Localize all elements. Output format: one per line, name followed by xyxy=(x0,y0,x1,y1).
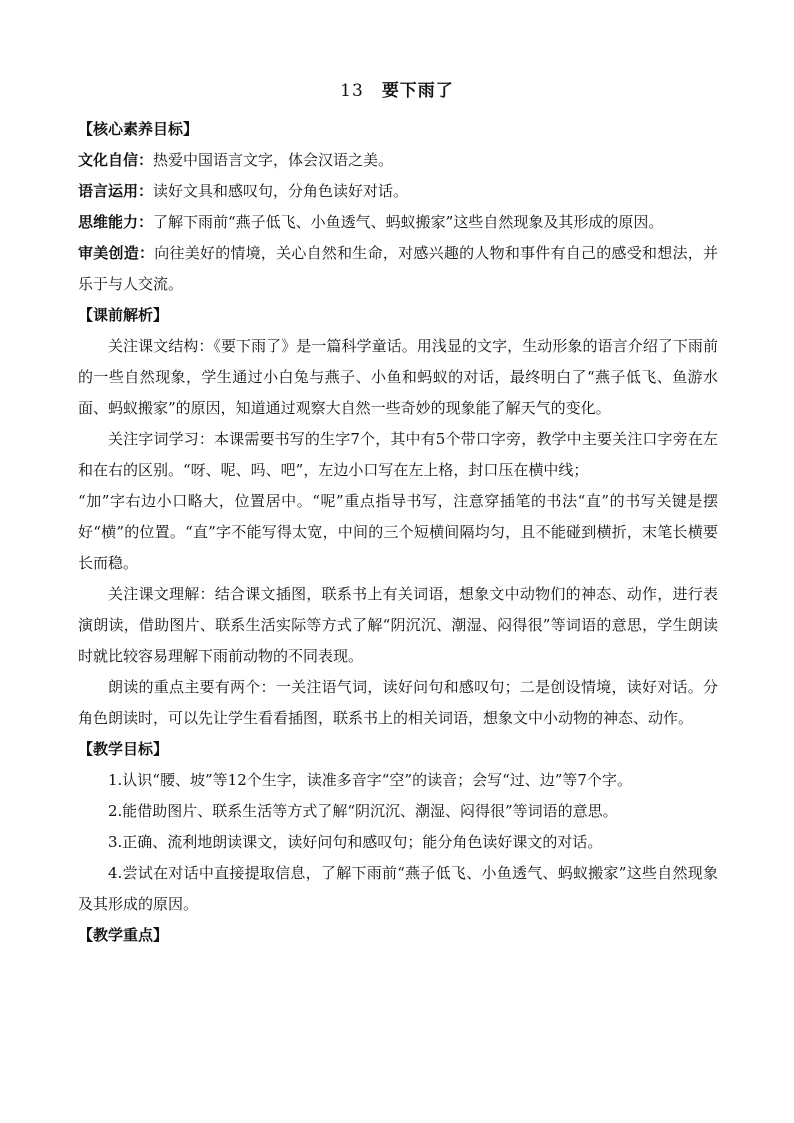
document-body xyxy=(78,114,718,951)
core-goal-language xyxy=(78,176,718,207)
core-goal-text: 读好文具和感叹句，分角色读好对话。 xyxy=(153,182,409,200)
core-goal-term: 审美创造： xyxy=(78,244,155,262)
section-heading-teaching-focus: 【教学重点】 xyxy=(78,926,169,944)
teaching-goal-item: 1.认识“腰、坡”等12个生字，读准多音字“空”的读音；会写“过、边”等7个字。 xyxy=(108,771,632,789)
section-heading-pre-analysis: 【课前解析】 xyxy=(78,306,169,324)
core-goal-term: 文化自信： xyxy=(78,151,154,169)
core-goal-text: 向往美好的情境，关心自然和生命，对感兴趣的人物和事件有自己的感受和想法，并乐于与人交流。 xyxy=(78,244,718,293)
section-heading-core-goals: 【核心素养目标】 xyxy=(78,120,199,138)
section-heading-teaching-goals: 【教学目标】 xyxy=(78,740,169,758)
lesson-name: 要下雨了 xyxy=(381,81,454,101)
analysis-paragraph: 关注字词学习：本课需要书写的生字7个，其中有5个带口字旁，教学中主要关注口字旁在左和在右的区别。“呀、呢、吗、吧”，左边小口写在左上格，封口压在横中线； xyxy=(78,430,718,479)
core-goal-thinking xyxy=(78,207,718,238)
analysis-paragraph: “加”字右边小口略大，位置居中。“呢”重点指导书写，注意穿插笔的书法“直”的书写关键是摆好“横”的位置。“直”字不能写得太宽，中间的三个短横间隔均匀，且不能碰到横折，末笔长横要长而稳。 xyxy=(78,492,718,572)
analysis-paragraph: 关注课文结构：《要下雨了》是一篇科学童话。用浅显的文字，生动形象的语言介绍了下雨前的一些自然现象，学生通过小白兔与燕子、小鱼和蚂蚁的对话，最终明白了“燕子低飞、鱼游水面、蚂蚁搬家”的原因，知道通过观察大自然一些奇妙的现象能了解天气的变化。 xyxy=(78,337,718,417)
core-goal-culture xyxy=(78,145,718,176)
core-goal-text: 了解下雨前“燕子低飞、小鱼透气、蚂蚁搬家”这些自然现象及其形成的原因。 xyxy=(153,213,664,231)
core-goal-term: 语言运用： xyxy=(78,182,154,200)
core-goal-text: 热爱中国语言文字，体会汉语之美。 xyxy=(153,151,394,169)
teaching-goal-item: 4.尝试在对话中直接提取信息，了解下雨前“燕子低飞、小鱼透气、蚂蚁搬家”这些自然现象及其形成的原因。 xyxy=(78,864,718,913)
lesson-number: 13 xyxy=(340,81,364,101)
core-goal-term: 思维能力： xyxy=(78,213,154,231)
lesson-title xyxy=(0,76,794,101)
teaching-goal-item: 3.正确、流利地朗读课文，读好问句和感叹句；能分角色读好课文的对话。 xyxy=(108,833,603,851)
teaching-goal-item: 2.能借助图片、联系生活等方式了解“阴沉沉、潮湿、闷得很”等词语的意思。 xyxy=(108,802,618,820)
analysis-paragraph: 关注课文理解：结合课文插图，联系书上有关词语，想象文中动物们的神态、动作，进行表演朗读，借助图片、联系生活实际等方式了解“阴沉沉、潮湿、闷得很”等词语的意思，学生朗读时就比较容易理解下雨前动物的不同表现。 xyxy=(78,585,718,665)
analysis-paragraph: 朗读的重点主要有两个：一关注语气词，读好问句和感叹句；二是创设情境，读好对话。分角色朗读时，可以先让学生看看插图，联系书上的相关词语，想象文中小动物的神态、动作。 xyxy=(78,678,718,727)
core-goal-aesthetic xyxy=(78,238,718,300)
